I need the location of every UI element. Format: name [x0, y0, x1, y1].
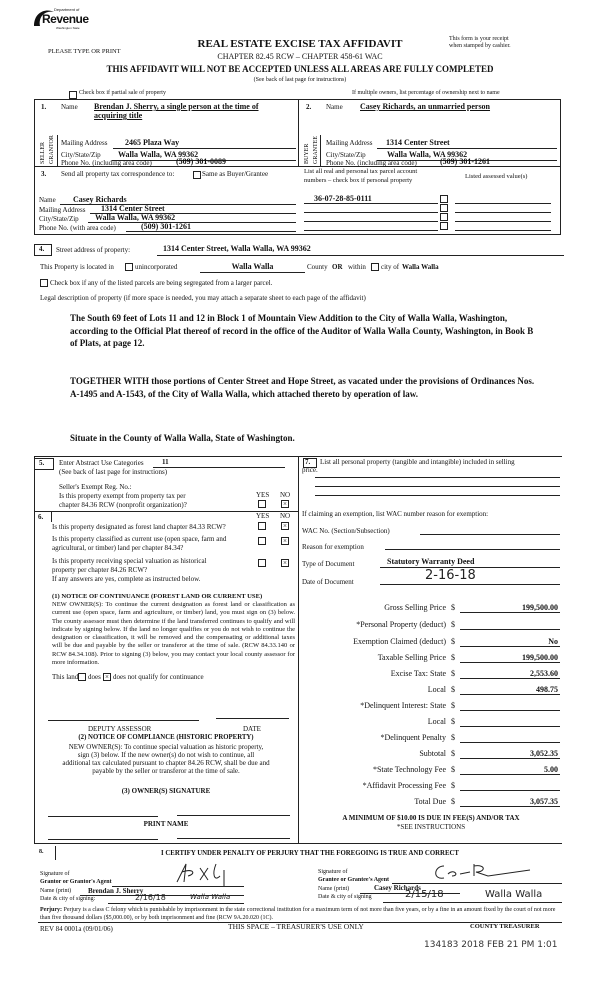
legal-description-label: Legal description of property (if more space is needed, you may attach a separate sheet to each page of the affidavit)	[40, 294, 366, 302]
section-2-number: 2.	[306, 103, 312, 111]
fee-line	[460, 710, 560, 711]
fee-label: Local	[427, 685, 446, 694]
yes-header: YES	[256, 512, 270, 520]
form-chapter: CHAPTER 82.45 RCW – CHAPTER 458-61 WAC	[217, 52, 383, 61]
fee-label: Exemption Claimed (deduct)	[353, 637, 446, 646]
grantee-sig-label: Signature of	[318, 869, 348, 875]
or-label: OR	[332, 263, 343, 271]
grantee-signature	[430, 862, 540, 884]
signature-line	[177, 815, 290, 816]
notice-compliance-a: NEW OWNER(S): To continue special valuation as historic property,	[68, 743, 264, 751]
fee-label: *Delinquent Penalty	[380, 733, 446, 742]
historical-question: Is this property receiving special valuation as historical	[52, 557, 207, 565]
corr-address-label: Mailing Address	[39, 206, 86, 214]
notice-compliance-d: payable by the seller or transferor at the time of sale.	[92, 767, 240, 775]
fee-line	[460, 629, 560, 630]
historical-question-2: property per chapter 84.26 RCW?	[52, 566, 148, 574]
assessed-value-label: Listed assessed value(s)	[465, 173, 528, 180]
fee-value[interactable]: 498.75	[536, 685, 558, 694]
field-line	[304, 203, 438, 204]
currency-symbol: $	[451, 653, 455, 662]
seller-name-value-2[interactable]: acquiring title	[94, 111, 143, 120]
does-not-label: does not qualify for continuance	[113, 673, 204, 681]
fee-value[interactable]: 3,052.35	[530, 749, 558, 758]
form-warning: THIS AFFIDAVIT WILL NOT BE ACCEPTED UNLESS ALL AREAS ARE FULLY COMPLETED	[106, 64, 494, 74]
grantee-name-value[interactable]: Casey Richards	[374, 884, 421, 892]
deputy-assessor-label: DEPUTY ASSESSOR	[88, 725, 152, 733]
nonprofit-yes-checkbox[interactable]	[258, 500, 266, 508]
section-7-number: 7.	[305, 458, 311, 466]
parcel-label: List all real and personal tax parcel account	[304, 168, 418, 175]
currency-symbol: $	[451, 685, 455, 694]
treasurer-stamp: 134183 2018 FEB 21 PM 1:01	[424, 940, 558, 950]
wac-field[interactable]	[420, 534, 560, 535]
buyer-phone-label: Phone No. (including area code)	[326, 159, 417, 167]
forest-land-question: Is this property designated as forest land chapter 84.33 RCW?	[52, 523, 226, 531]
see-instructions-note: *SEE INSTRUCTIONS	[396, 823, 466, 831]
field-line	[153, 467, 285, 468]
corr-city-label: City/State/Zip	[39, 215, 79, 223]
buyer-name-label: Name	[326, 103, 343, 111]
abstract-use-value[interactable]: 11	[162, 458, 169, 466]
this-land-label: This land	[52, 673, 79, 681]
signature-line	[48, 839, 158, 840]
section-1-number: 1.	[41, 103, 47, 111]
currency-symbol: $	[451, 765, 455, 774]
doc-type-label: Type of Document	[302, 560, 355, 568]
notice-compliance-c: additional tax calculated pursuant to chapter 84.26 RCW, shall be due and	[62, 759, 270, 767]
section-8-number: 8.	[39, 849, 44, 855]
exempt-reg-label: Seller's Exempt Reg. No.:	[59, 483, 132, 491]
personal-property-line[interactable]	[315, 486, 560, 487]
print-name-label: PRINT NAME	[143, 820, 189, 828]
grantor-sig-label: Signature of	[40, 871, 70, 877]
divider	[34, 843, 562, 844]
current-use-question: Is this property classified as current use (open space, farm and	[52, 535, 227, 543]
historical-yes-checkbox[interactable]	[258, 559, 266, 567]
grantee-date-value[interactable]: 2/15/18	[405, 889, 444, 900]
assessed-value-line	[455, 212, 551, 213]
corr-name-label: Name	[39, 196, 56, 204]
fee-value[interactable]: 199,500.00	[522, 603, 558, 612]
corr-phone-label: Phone No. (with area code)	[39, 224, 116, 232]
personal-property-label-2: price.	[302, 466, 318, 474]
seller-address-label: Mailing Address	[61, 139, 108, 147]
grantor-name-label: Name (print)	[40, 888, 72, 894]
grantee-city-value[interactable]: Walla Walla	[485, 889, 543, 900]
corr-name-value[interactable]: Casey Richards	[73, 195, 127, 204]
nonprofit-question-2: chapter 84.36 RCW (nonprofit organization)?	[59, 501, 187, 509]
minimum-note: A MINIMUM OF $10.00 IS DUE IN FEE(S) AND/OR TAX	[342, 814, 520, 822]
currency-symbol: $	[451, 797, 455, 806]
segregated-checkbox[interactable]	[40, 279, 48, 287]
current-use-no-checkbox[interactable]: ×	[281, 537, 289, 545]
perjury-statement	[40, 906, 562, 922]
grantor-city-value[interactable]: Walla Walla	[190, 893, 231, 901]
currency-symbol: $	[451, 749, 455, 758]
same-as-buyer-label: Same as Buyer/Grantee	[202, 170, 269, 178]
fee-label: *Personal Property (deduct)	[356, 620, 446, 629]
reason-field[interactable]	[385, 549, 560, 550]
logo-state-text: Washington State	[56, 26, 80, 30]
divider	[298, 456, 299, 843]
abstract-use-label: Enter Abstract Use Categories	[59, 459, 144, 467]
grantor-side-label: GRANTOR	[49, 135, 55, 164]
buyer-address-label: Mailing Address	[326, 139, 373, 147]
buyer-city-label: City/State/Zip	[326, 151, 366, 159]
divider	[55, 846, 56, 860]
seller-city-label: City/State/Zip	[61, 151, 101, 159]
personal-property-checkbox[interactable]	[440, 195, 448, 203]
currency-symbol: $	[451, 620, 455, 629]
logo-name-text: Revenue	[42, 12, 89, 26]
receipt-note-2: when stamped by cashier.	[449, 43, 511, 49]
fee-label: *Affidavit Processing Fee	[362, 781, 446, 790]
seller-city-value[interactable]: Walla Walla, WA 99362	[118, 150, 199, 159]
field-line	[380, 584, 560, 585]
fee-value[interactable]: 5.00	[544, 765, 558, 774]
fee-label: Excise Tax: State	[390, 669, 446, 678]
form-title: REAL ESTATE EXCISE TAX AFFIDAVIT	[197, 38, 403, 50]
section-6-number: 6.	[38, 513, 44, 521]
field-line	[383, 902, 562, 903]
current-use-question-2: agricultural, or timber) land per chapter 84.34?	[52, 544, 184, 552]
partial-sale-label: Check box if partial sale of property	[79, 90, 166, 96]
fee-value[interactable]: 199,500.00	[522, 653, 558, 662]
segregated-label: Check box if any of the listed parcels are being segregated from a larger parcel.	[50, 279, 273, 287]
same-as-buyer-checkbox[interactable]	[193, 171, 201, 179]
grantee-name-label: Name (print)	[318, 886, 350, 892]
date-label: DATE	[243, 725, 261, 733]
form-see-back: (See back of last page for instructions)	[253, 77, 347, 83]
currency-symbol: $	[451, 701, 455, 710]
city-checkbox[interactable]	[371, 263, 379, 271]
grantee-sig-label-2: Grantee or Grantee's Agent	[318, 877, 390, 883]
personal-property-label: List all personal property (tangible and intangible) included in selling	[320, 458, 515, 466]
treasurer-space-label: THIS SPACE – TREASURER'S USE ONLY	[228, 922, 364, 931]
county-value[interactable]: Walla Walla	[231, 262, 274, 271]
city-value[interactable]: Walla Walla	[402, 263, 439, 271]
signature-line	[48, 816, 158, 817]
fee-value[interactable]: 2,553.60	[530, 669, 558, 678]
field-line	[200, 272, 305, 273]
seller-side-label: SELLER	[40, 142, 46, 164]
assessed-value-line	[455, 230, 551, 231]
personal-property-line[interactable]	[315, 477, 560, 478]
divider	[57, 135, 58, 166]
no-header: NO	[280, 512, 291, 520]
multiple-owners-note: If multiple owners, list percentage of ownership next to name	[352, 90, 500, 96]
grantee-date-label: Date & city of signing	[318, 894, 372, 900]
fee-line	[460, 742, 560, 743]
certify-statement: I CERTIFY UNDER PENALTY OF PERJURY THAT THE FOREGOING IS TRUE AND CORRECT	[161, 850, 459, 857]
county-label: County	[307, 263, 328, 271]
legal-description-2: TOGETHER WITH those portions of Center Street and Hope Street, as vacated under the provisions of Ordinances Nos. A-1495 and A-1543, of the City of Walla Walla, which attached thereto by operation of law.	[70, 376, 535, 399]
fee-label: *State Technology Fee	[372, 765, 446, 774]
personal-property-checkbox[interactable]	[440, 213, 448, 221]
street-address-value[interactable]: 1314 Center Street, Walla Walla, WA 99362	[163, 244, 311, 253]
parcel-label-2: numbers – check box if personal property	[304, 177, 413, 184]
within-label: within	[348, 263, 366, 271]
unincorporated-label: unincorporated	[135, 263, 178, 271]
signature-line	[216, 718, 289, 719]
form-revision: REV 84 0001a (09/01/06)	[40, 925, 113, 933]
yes-header: YES	[256, 491, 270, 499]
section-3-number: 3.	[41, 170, 47, 178]
buyer-name-value[interactable]: Casey Richards, an unmarried person	[360, 102, 491, 111]
county-treasurer-label: COUNTY TREASURER	[470, 923, 540, 930]
buyer-side-label: BUYER	[304, 143, 310, 164]
fee-line	[460, 726, 560, 727]
divider	[320, 135, 321, 166]
abstract-see-back: (See back of last page for instructions)	[59, 468, 168, 476]
street-address-label: Street address of property:	[56, 246, 131, 254]
currency-symbol: $	[451, 781, 455, 790]
divider	[34, 456, 35, 843]
currency-symbol: $	[451, 669, 455, 678]
partial-sale-checkbox[interactable]	[69, 91, 77, 99]
section-4-number: 4.	[39, 245, 45, 253]
legal-description-3: Situate in the County of Walla Walla, State of Washington.	[70, 433, 295, 443]
fee-label: *Delinquent Interest: State	[360, 701, 446, 710]
currency-symbol: $	[451, 733, 455, 742]
does-label: does	[88, 673, 101, 681]
corr-city-value[interactable]: Walla Walla, WA 99362	[95, 213, 176, 222]
corr-address-value[interactable]: 1314 Center Street	[101, 204, 165, 213]
fee-line	[460, 790, 560, 791]
receipt-note: This form is your receipt	[449, 36, 509, 42]
field-line	[377, 148, 557, 149]
historical-no-checkbox[interactable]: ×	[281, 559, 289, 567]
field-line	[304, 221, 438, 222]
notice-compliance-b: sign (3) below. If the new owner(s) do not wish to continue, all	[77, 751, 255, 759]
fee-label: Local	[427, 717, 446, 726]
buyer-address-value[interactable]: 1314 Center Street	[386, 138, 450, 147]
forest-yes-checkbox[interactable]	[258, 522, 266, 530]
notice-compliance-title: (2) NOTICE OF COMPLIANCE (HISTORIC PROPERTY)	[78, 734, 254, 741]
if-yes-note: If any answers are yes, complete as instructed below.	[52, 575, 201, 583]
assessed-value-line	[455, 221, 551, 222]
parcel-number[interactable]: 36-07-28-85-0111	[314, 194, 372, 203]
personal-property-checkbox[interactable]	[440, 222, 448, 230]
field-line	[157, 255, 564, 256]
seller-name-label: Name	[61, 103, 78, 111]
grantor-signature	[172, 860, 252, 888]
qualifies-checkbox[interactable]	[78, 673, 86, 681]
buyer-phone-value[interactable]: (509) 301-1261	[440, 157, 490, 166]
no-header: NO	[280, 491, 291, 499]
currency-symbol: $	[451, 717, 455, 726]
doc-type-value[interactable]: Statutory Warranty Deed	[387, 557, 475, 566]
field-line	[113, 148, 296, 149]
field-line	[304, 230, 438, 231]
divider	[51, 512, 52, 522]
field-line	[108, 903, 244, 904]
grantee-side-label: GRANTEE	[313, 136, 319, 164]
city-of-label: city of	[381, 263, 400, 271]
nonprofit-no-checkbox[interactable]: ×	[281, 500, 289, 508]
field-line	[304, 212, 438, 213]
fee-label: Taxable Selling Price	[377, 653, 446, 662]
wac-label: WAC No. (Section/Subsection)	[302, 527, 390, 535]
doc-date-value[interactable]: 2-16-18	[425, 568, 476, 583]
personal-property-line[interactable]	[315, 495, 560, 496]
fee-label: Gross Selling Price	[384, 603, 446, 612]
fee-value[interactable]: 3,057.35	[530, 797, 558, 806]
seller-address-value[interactable]: 2465 Plaza Way	[125, 138, 180, 147]
fee-label: Total Due	[414, 797, 446, 806]
forest-no-checkbox[interactable]: ×	[281, 522, 289, 530]
section-5-number: 5.	[39, 459, 45, 467]
tax-correspondence-label: Send all property tax correspondence to:	[61, 170, 175, 178]
corr-phone-value[interactable]: (509) 301-1261	[141, 222, 191, 231]
grantor-name-value[interactable]: Brendan J. Sherry	[88, 887, 144, 895]
reason-label: Reason for exemption	[302, 543, 364, 551]
claiming-exemption-label: If claiming an exemption, list WAC number reason for exemption:	[302, 510, 489, 518]
doc-date-label: Date of Document	[302, 578, 354, 586]
current-use-yes-checkbox[interactable]	[258, 537, 266, 545]
notice-continuance-text: NEW OWNER(S): To continue the current designation as forest land or classification as current use (open space, farm and agriculture, or timber) land, you must sign on (3) below. The county assessor must then determine if the land transferred continues to qualify and will indicate by signing below. If the land no longer qualifies or you do not wish to continue the designation or classification, it will be removed and the compensating or additional taxes will be due and payable by the seller or transferor at the time of sale. (RCW 84.33.140 or RCW 84.34.108). Prior to signing (3) below, you may contact your local county assessor for more information.	[52, 601, 295, 667]
perjury-text: Perjury is a class C felony which is punishable by imprisonment in the state correctional institution for a maximum term of not more than five years, or by a fine in an amount fixed by the court of not more than five thousand dollars ($5,000.00), or by both imprisonment and fine (RCW 9A.20.020 (1C).	[40, 907, 556, 921]
fee-value[interactable]: No	[548, 637, 558, 646]
located-in-label: This Property is located in	[40, 263, 114, 271]
owner-signature-label: (3) OWNER(S) SIGNATURE	[121, 787, 211, 795]
signature-line	[48, 720, 199, 721]
does-not-qualify-checkbox[interactable]: ×	[103, 673, 111, 681]
legal-description-1: The South 69 feet of Lots 11 and 12 in Block 1 of Mountain View Addition to the City of Walla Walla, Washington, according to the Official Plat thereof of record in the office of the Auditor of Walla Walla County, Washington, in Book B of Plats, at page 12.	[70, 313, 534, 348]
currency-symbol: $	[451, 603, 455, 612]
grantor-date-value[interactable]: 2/16/18	[135, 893, 166, 902]
logo-dept-text: Department of	[54, 7, 80, 12]
nonprofit-question: Is this property exempt from property tax per	[59, 492, 186, 500]
notice-continuance-title: (1) NOTICE OF CONTINUANCE (FOREST LAND OR CURRENT USE)	[52, 593, 263, 600]
buyer-city-value[interactable]: Walla Walla, WA 99362	[387, 150, 468, 159]
seller-name-value[interactable]: Brendan J. Sherry, a single person at the time of	[94, 102, 259, 111]
personal-property-checkbox[interactable]	[440, 204, 448, 212]
grantor-date-label: Date & city of signing:	[40, 896, 96, 902]
seller-phone-label: Phone No. (including area code)	[61, 159, 152, 167]
fee-label: Subtotal	[419, 749, 446, 758]
unincorporated-checkbox[interactable]	[125, 263, 133, 271]
seller-phone-value[interactable]: (509) 301-0089	[176, 157, 226, 166]
grantor-sig-label-2: Grantor or Grantor's Agent	[40, 879, 112, 885]
signature-line	[177, 838, 290, 839]
assessed-value-line	[455, 203, 551, 204]
divider	[298, 99, 299, 166]
please-type-label: PLEASE TYPE OR PRINT	[48, 48, 121, 55]
currency-symbol: $	[451, 637, 455, 646]
perjury-label: Perjury:	[40, 907, 62, 913]
